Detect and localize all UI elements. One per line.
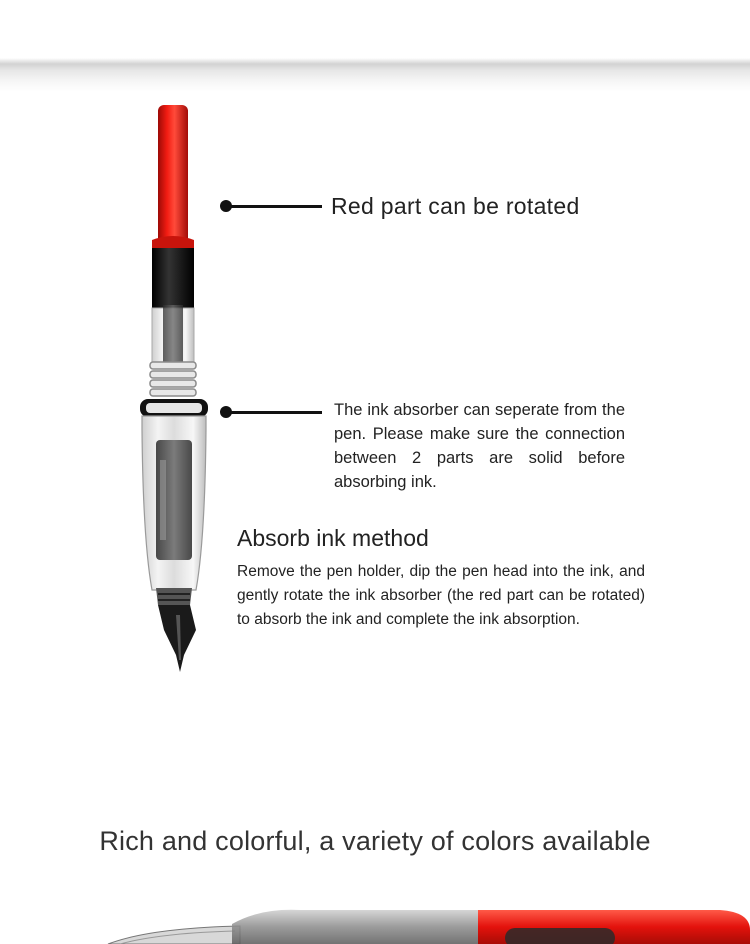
method-heading: Absorb ink method	[237, 525, 429, 551]
fountain-pen-preview	[0, 900, 750, 944]
callout-line-absorber	[226, 411, 322, 414]
callout-line-red-part	[226, 205, 322, 208]
red-part-label: Red part can be rotated	[331, 193, 580, 219]
absorber-note: The ink absorber can seperate from the pen. Please make sure the connection between 2 parts are solid before absorbing ink.	[334, 401, 625, 491]
black-collar	[152, 248, 194, 308]
red-knob	[158, 105, 188, 253]
colors-heading: Rich and colorful, a variety of colors available	[99, 826, 651, 856]
method-text: Remove the pen holder, dip the pen head into the ink, and gently rotate the ink absorber (the red part can be rotated) to absorb the ink and complete the ink absorption.	[237, 563, 645, 628]
